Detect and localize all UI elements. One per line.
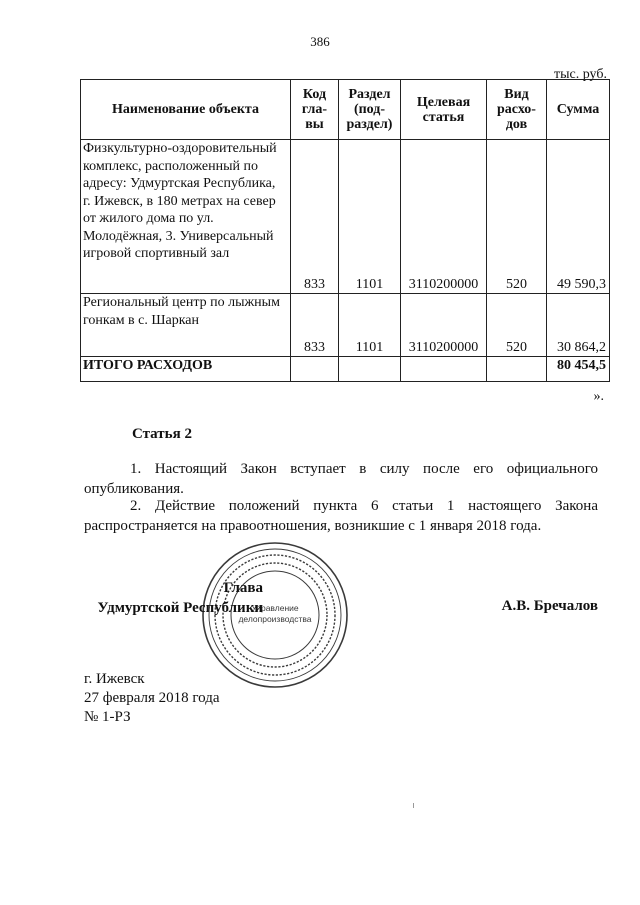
signatory-name: А.В. Бречалов: [501, 598, 598, 614]
row-name: Региональный центр по лыжным гонкам в с. Шаркан: [81, 294, 291, 357]
closing-quote: ».: [593, 389, 604, 404]
header-type: Вид расхо-дов: [487, 80, 547, 140]
seal-center-line1: Управление: [251, 603, 299, 613]
seal-center-line2: делопроизводства: [238, 614, 312, 624]
row-sum: 49 590,3: [547, 140, 610, 294]
header-code: Код гла-вы: [291, 80, 339, 140]
scan-speck: [413, 803, 414, 808]
footer-date: 27 февраля 2018 года: [84, 690, 220, 706]
total-sum: 80 454,5: [547, 357, 610, 382]
row-section: 1101: [339, 140, 401, 294]
row-section: 1101: [339, 294, 401, 357]
header-sum: Сумма: [547, 80, 610, 140]
header-name: Наименование объекта: [81, 80, 291, 140]
table-header-row: [81, 80, 610, 140]
document-footer: [84, 670, 220, 727]
article-paragraph: 2. Действие положений пункта 6 статьи 1 настоящего Закона распространяется на правоотношения, возникшие с 1 января 2018 года.: [84, 498, 598, 534]
header-section: Раздел (под-раздел): [339, 80, 401, 140]
row-target: 3110200000: [401, 294, 487, 357]
total-label: ИТОГО РАСХОДОВ: [81, 357, 291, 382]
signatory-title-line1: Глава: [223, 580, 263, 596]
article-paragraph: 1. Настоящий Закон вступает в силу после его официального опубликования.: [84, 461, 598, 497]
row-sum: 30 864,2: [547, 294, 610, 357]
table-row: [81, 294, 610, 357]
footer-city: г. Ижевск: [84, 671, 145, 687]
row-code: 833: [291, 140, 339, 294]
row-type: 520: [487, 140, 547, 294]
article-title: Статья 2: [132, 426, 192, 442]
row-code: 833: [291, 294, 339, 357]
header-target: Целевая статья: [401, 80, 487, 140]
table-row: [81, 140, 610, 294]
footer-number: № 1-РЗ: [84, 709, 131, 725]
row-type: 520: [487, 294, 547, 357]
signatory-title: [95, 578, 263, 618]
total-row: [81, 357, 610, 382]
units-label: тыс. руб.: [554, 67, 607, 82]
expenses-table: [80, 79, 610, 382]
page-number: 386: [310, 34, 330, 49]
row-target: 3110200000: [401, 140, 487, 294]
signatory-title-line2: Удмуртской Республики: [97, 600, 263, 616]
row-name: Физкультурно-оздоровительный комплекс, расположенный по адресу: Удмуртская Республика, г. Ижевск, в 180 метрах на север от жилого дома по ул. Молодёжная, 3. Универсальный игровой спортивный зал: [81, 140, 291, 294]
